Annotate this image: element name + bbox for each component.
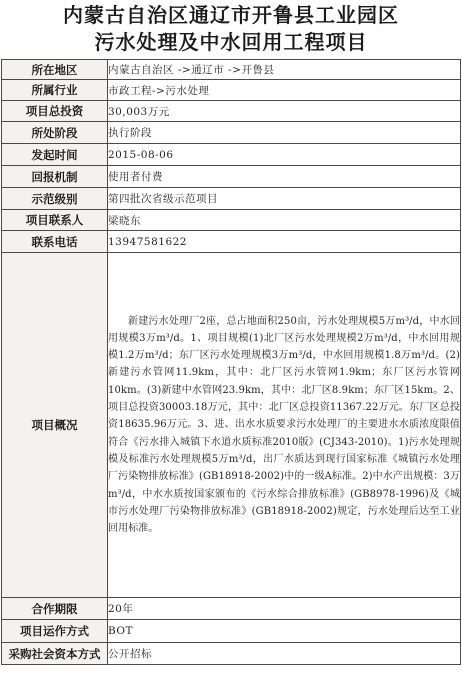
value-demo-level: 第四批次省级示范项目 — [108, 188, 461, 210]
label-operation-mode: 项目运作方式 — [2, 620, 108, 643]
row-stage — [2, 122, 461, 144]
value-total-investment: 30,003万元 — [108, 101, 461, 122]
value-overview — [108, 253, 461, 598]
row-demo-level — [2, 188, 461, 210]
row-procurement-method — [2, 643, 461, 665]
label-contact: 项目联系人 — [2, 210, 108, 231]
value-phone: 13947581622 — [108, 231, 461, 253]
label-overview: 项目概况 — [2, 253, 108, 598]
value-region: 内蒙古自治区 ->通辽市 ->开鲁县 — [108, 60, 461, 80]
row-contact — [2, 210, 461, 231]
label-cooperation-period: 合作期限 — [2, 598, 108, 620]
row-total-investment — [2, 101, 461, 122]
value-stage: 执行阶段 — [108, 122, 461, 144]
label-industry: 所属行业 — [2, 80, 108, 101]
value-contact: 梁晓东 — [108, 210, 461, 231]
label-phone: 联系电话 — [2, 231, 108, 253]
overview-text: 新建污水处理厂2座，总占地面积250亩，污水处理规模5万m³/d，中水回用规模3万m³/d。1、项目规模(1)北厂区污水处理规模2万m³/d，中水回用规模1.2万m³/d；东厂区污水处理规模3万m³/d，中水回用规模1.8万m³/d。(2)新建污水管网11.9km，其中：北厂区污水管网1.9km；东厂区污水管网10km。(3)新建中水管网23.9km，其中：北厂区8.9km；东厂区15km。2、项目总投资30003.18万元，其中：北厂区总投资11367.22万元。东厂区总投资18635.96万元。3、进、出水水质要求污水处理厂的主要进水水质浓度限值符合《污水排入城镇下水道水质标准2010版》(CJ343-2010)。1)污水处理规模及标准污水处理规模5万m³/d，出厂水质达到现行国家标准《城镇污水处理厂污染物排放标准》(GB18918-2002)中的一级A标准。2)中水产出规模：3万m³/d，中水水质按国家颁布的《污水综合排放标准》(GB8978-1996)及《城市污水处理厂污染物排放标准》(GB18918-2002)规定，污水处理后达至工业回用标准。 — [108, 315, 460, 535]
value-operation-mode: BOT — [108, 620, 461, 643]
label-start-date: 发起时间 — [2, 144, 108, 166]
row-region — [2, 60, 461, 80]
row-cooperation-period — [2, 598, 461, 620]
row-return-mechanism — [2, 166, 461, 188]
row-operation-mode — [2, 620, 461, 643]
label-total-investment: 项目总投资 — [2, 101, 108, 122]
value-start-date: 2015-08-06 — [108, 144, 461, 166]
label-stage: 所处阶段 — [2, 122, 108, 144]
value-industry: 市政工程->污水处理 — [108, 80, 461, 101]
value-cooperation-period: 20年 — [108, 598, 461, 620]
label-procurement-method: 采购社会资本方式 — [2, 643, 108, 665]
title-line-2: 污水处理及中水回用工程项目 — [94, 30, 368, 54]
project-info-table — [1, 59, 461, 665]
label-region: 所在地区 — [2, 60, 108, 80]
row-overview — [2, 253, 461, 598]
page-title — [0, 2, 462, 56]
value-procurement-method: 公开招标 — [108, 643, 461, 665]
row-phone — [2, 231, 461, 253]
label-demo-level: 示范级别 — [2, 188, 108, 210]
row-industry — [2, 80, 461, 101]
row-start-date — [2, 144, 461, 166]
title-line-1: 内蒙古自治区通辽市开鲁县工业园区 — [63, 3, 399, 27]
label-return-mechanism: 回报机制 — [2, 166, 108, 188]
value-return-mechanism: 使用者付费 — [108, 166, 461, 188]
